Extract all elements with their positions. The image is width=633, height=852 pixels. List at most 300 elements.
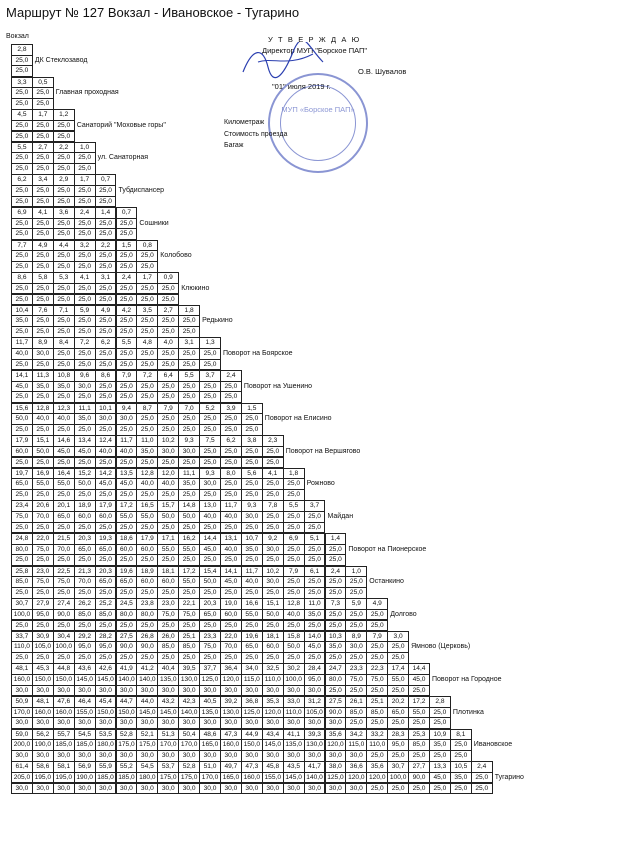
cell-bag: 25,0 [53, 131, 75, 143]
cell-bag: 25,0 [95, 391, 117, 403]
cell-km: 27,4 [53, 598, 75, 610]
cell-km: 2,2 [95, 240, 117, 252]
cell-km: 7,3 [325, 598, 347, 610]
cell-bag: 25,0 [366, 750, 388, 762]
cell-bag: 25,0 [11, 294, 33, 306]
cell-km: 22,0 [32, 533, 54, 545]
cell-fare: 40,0 [136, 478, 158, 490]
cell-fare: 25,0 [262, 478, 284, 490]
cell-km: 6,2 [95, 337, 117, 349]
cell-km: 9,3 [199, 468, 221, 480]
cell-fare: 25,0 [11, 250, 33, 262]
cell-bag: 25,0 [157, 294, 179, 306]
cell-fare: 25,0 [241, 446, 263, 458]
cell-km: 23,0 [157, 598, 179, 610]
cell-fare: 25,0 [95, 381, 117, 393]
cell-bag: 25,0 [32, 522, 54, 534]
cell-km: 17,2 [178, 566, 200, 578]
cell-bag: 25,0 [136, 457, 158, 469]
stop-name: Майдан [327, 513, 354, 521]
cell-bag: 25,0 [345, 717, 367, 729]
cell-fare: 65,0 [199, 609, 221, 621]
cell-fare: 195,0 [53, 772, 75, 784]
cell-km: 44,0 [136, 696, 158, 708]
cell-bag: 30,0 [136, 783, 158, 795]
cell-bag: 25,0 [95, 359, 117, 371]
cell-bag: 25,0 [136, 326, 158, 338]
cell-fare: 25,0 [241, 478, 263, 490]
cell-fare: 25,0 [95, 185, 117, 197]
cell-bag: 25,0 [178, 457, 200, 469]
cell-km: 10,9 [429, 729, 451, 741]
cell-fare: 25,0 [95, 218, 117, 230]
cell-km: 29,2 [74, 631, 96, 643]
cell-fare: 40,0 [116, 446, 138, 458]
cell-bag: 25,0 [304, 522, 326, 534]
cell-fare: 25,0 [199, 446, 221, 458]
cell-fare: 35,0 [429, 739, 451, 751]
cell-fare: 85,0 [11, 576, 33, 588]
cell-km: 53,7 [157, 761, 179, 773]
cell-bag: 30,0 [178, 750, 200, 762]
cell-fare: 55,0 [136, 511, 158, 523]
cell-bag: 30,0 [325, 783, 347, 795]
cell-bag: 30,0 [74, 685, 96, 697]
stop-name: Поворот на Ушенино [243, 382, 313, 390]
cell-fare: 25,0 [95, 348, 117, 360]
cell-bag: 30,0 [157, 750, 179, 762]
cell-bag: 30,0 [136, 750, 158, 762]
stop-name: Поворот на Елисино [264, 415, 332, 423]
cell-bag: 25,0 [199, 620, 221, 632]
cell-fare: 145,0 [74, 674, 96, 686]
cell-km: 3,8 [241, 435, 263, 447]
cell-fare: 25,0 [178, 315, 200, 327]
cell-fare: 45,0 [220, 576, 242, 588]
cell-bag: 25,0 [53, 620, 75, 632]
cell-fare: 55,0 [116, 511, 138, 523]
cell-bag: 25,0 [199, 391, 221, 403]
cell-km: 39,5 [178, 663, 200, 675]
cell-bag: 25,0 [116, 294, 138, 306]
cell-fare: 30,0 [95, 413, 117, 425]
cell-km: 10,7 [241, 533, 263, 545]
cell-fare: 65,0 [241, 641, 263, 653]
cell-fare: 125,0 [325, 772, 347, 784]
cell-bag: 25,0 [366, 717, 388, 729]
cell-bag: 30,0 [53, 685, 75, 697]
cell-km: 48,1 [11, 663, 33, 675]
cell-km: 2,3 [262, 435, 284, 447]
cell-bag: 25,0 [220, 554, 242, 566]
cell-km: 14,4 [408, 663, 430, 675]
cell-km: 18,1 [157, 566, 179, 578]
cell-bag: 25,0 [136, 554, 158, 566]
cell-km: 10,5 [450, 761, 472, 773]
cell-fare: 25,0 [53, 120, 75, 132]
cell-km: 11,1 [74, 403, 96, 415]
cell-bag: 30,0 [116, 750, 138, 762]
cell-fare: 25,0 [53, 218, 75, 230]
cell-km: 26,1 [345, 696, 367, 708]
cell-fare: 25,0 [53, 315, 75, 327]
cell-fare: 135,0 [157, 674, 179, 686]
cell-fare: 60,0 [116, 544, 138, 556]
cell-bag: 25,0 [241, 587, 263, 599]
cell-fare: 30,0 [262, 544, 284, 556]
cell-km: 47,6 [53, 696, 75, 708]
stop-name: Главная проходная [55, 89, 119, 97]
cell-bag: 30,0 [262, 750, 284, 762]
cell-km: 22,0 [220, 631, 242, 643]
cell-km: 11,7 [11, 337, 33, 349]
cell-km: 54,5 [136, 761, 158, 773]
cell-fare: 25,0 [136, 381, 158, 393]
cell-bag: 25,0 [199, 587, 221, 599]
cell-fare: 45,0 [53, 446, 75, 458]
cell-bag: 30,0 [178, 783, 200, 795]
cell-fare: 45,0 [408, 674, 430, 686]
cell-bag: 30,0 [199, 783, 221, 795]
cell-km: 4,5 [11, 109, 33, 121]
stop-name: Останкино [369, 578, 404, 586]
cell-km: 17,4 [387, 663, 409, 675]
cell-bag: 25,0 [262, 457, 284, 469]
cell-bag: 25,0 [220, 489, 242, 501]
cell-km: 1,4 [325, 533, 347, 545]
cell-km: 59,0 [11, 729, 33, 741]
cell-fare: 145,0 [262, 739, 284, 751]
cell-km: 39,3 [304, 729, 326, 741]
cell-bag: 25,0 [32, 196, 54, 208]
cell-km: 13,1 [220, 533, 242, 545]
cell-fare: 155,0 [74, 707, 96, 719]
cell-bag: 25,0 [11, 457, 33, 469]
cell-bag: 30,0 [262, 783, 284, 795]
cell-fare: 40,0 [11, 348, 33, 360]
cell-bag: 30,0 [11, 783, 33, 795]
cell-km: 2,7 [157, 305, 179, 317]
cell-km: 61,4 [11, 761, 33, 773]
cell-bag: 25,0 [116, 359, 138, 371]
cell-fare: 80,0 [116, 609, 138, 621]
cell-bag: 25,0 [471, 783, 493, 795]
cell-bag: 25,0 [325, 620, 347, 632]
cell-bag: 25,0 [241, 522, 263, 534]
cell-bag: 25,0 [53, 326, 75, 338]
cell-fare: 180,0 [136, 772, 158, 784]
cell-km: 6,1 [304, 566, 326, 578]
cell-fare: 35,0 [74, 413, 96, 425]
cell-km: 12,8 [136, 468, 158, 480]
cell-fare: 60,0 [74, 511, 96, 523]
cell-km: 20,3 [199, 598, 221, 610]
cell-fare: 25,0 [325, 544, 347, 556]
cell-fare: 50,0 [11, 413, 33, 425]
cell-km: 28,4 [304, 663, 326, 675]
cell-bag: 25,0 [11, 489, 33, 501]
cell-bag: 25,0 [11, 261, 33, 273]
cell-fare: 55,0 [178, 576, 200, 588]
cell-fare: 45,0 [11, 381, 33, 393]
cell-fare: 25,0 [262, 511, 284, 523]
cell-bag: 25,0 [262, 489, 284, 501]
cell-fare: 25,0 [283, 511, 305, 523]
legend-fare: Стоимость проезда [224, 130, 288, 138]
cell-fare: 25,0 [157, 348, 179, 360]
cell-fare: 90,0 [136, 641, 158, 653]
cell-fare: 85,0 [408, 739, 430, 751]
cell-fare: 145,0 [157, 707, 179, 719]
cell-fare: 25,0 [74, 348, 96, 360]
cell-km: 15,1 [262, 598, 284, 610]
cell-fare: 25,0 [136, 283, 158, 295]
stop-name: Поворот на Пионерское [348, 545, 427, 553]
cell-bag: 25,0 [157, 391, 179, 403]
cell-fare: 25,0 [53, 250, 75, 262]
cell-fare: 25,0 [325, 609, 347, 621]
cell-km: 11,7 [116, 435, 138, 447]
cell-fare: 25,0 [95, 250, 117, 262]
cell-km: 8,1 [450, 729, 472, 741]
cell-km: 18,1 [262, 631, 284, 643]
cell-fare: 25,0 [220, 478, 242, 490]
cell-km: 58,6 [32, 761, 54, 773]
cell-km: 10,1 [95, 403, 117, 415]
cell-bag: 25,0 [345, 652, 367, 664]
cell-fare: 95,0 [387, 739, 409, 751]
cell-bag: 25,0 [74, 294, 96, 306]
cell-km: 17,2 [116, 500, 138, 512]
stop-name: Поворот на Городное [432, 676, 502, 684]
stop-name: ул. Санаторная [97, 154, 149, 162]
cell-km: 7,5 [199, 435, 221, 447]
cell-fare: 75,0 [157, 609, 179, 621]
cell-fare: 150,0 [116, 707, 138, 719]
stop-name: Редькино [202, 317, 233, 325]
cell-km: 7,2 [136, 370, 158, 382]
cell-fare: 135,0 [283, 739, 305, 751]
cell-bag: 25,0 [32, 554, 54, 566]
cell-bag: 25,0 [74, 457, 96, 469]
cell-fare: 25,0 [53, 283, 75, 295]
cell-fare: 75,0 [345, 674, 367, 686]
approval-position: Директор МУП "Борское ПАП" [262, 46, 368, 55]
cell-bag: 30,0 [95, 750, 117, 762]
cell-bag: 25,0 [95, 424, 117, 436]
cell-km: 54,5 [74, 729, 96, 741]
cell-bag: 25,0 [178, 391, 200, 403]
cell-km: 11,7 [241, 566, 263, 578]
cell-km: 18,9 [74, 500, 96, 512]
cell-km: 33,0 [283, 696, 305, 708]
cell-fare: 75,0 [53, 576, 75, 588]
cell-bag: 25,0 [199, 652, 221, 664]
cell-bag: 25,0 [241, 554, 263, 566]
cell-bag: 25,0 [53, 163, 75, 175]
cell-km: 45,8 [262, 761, 284, 773]
cell-km: 36,6 [345, 761, 367, 773]
cell-bag: 25,0 [116, 261, 138, 273]
cell-km: 25,1 [178, 631, 200, 643]
cell-fare: 25,0 [53, 152, 75, 164]
cell-fare: 145,0 [95, 674, 117, 686]
cell-km: 14,1 [11, 370, 33, 382]
cell-fare: 25,0 [95, 283, 117, 295]
cell-bag: 25,0 [199, 489, 221, 501]
cell-fare: 65,0 [95, 544, 117, 556]
cell-fare: 185,0 [95, 772, 117, 784]
stop-name: Колобово [160, 252, 192, 260]
cell-bag: 30,0 [241, 783, 263, 795]
cell-fare: 40,0 [283, 609, 305, 621]
cell-bag: 25,0 [32, 424, 54, 436]
cell-fare: 90,0 [53, 609, 75, 621]
legend-km: Километраж [224, 119, 265, 126]
cell-fare: 175,0 [136, 739, 158, 751]
cell-bag: 25,0 [53, 359, 75, 371]
cell-fare: 35,0 [32, 381, 54, 393]
cell-fare: 25,0 [429, 707, 451, 719]
cell-bag: 25,0 [283, 554, 305, 566]
cell-bag: 30,0 [32, 750, 54, 762]
cell-fare: 80,0 [11, 544, 33, 556]
cell-km: 23,4 [11, 500, 33, 512]
cell-km: 7,0 [178, 403, 200, 415]
cell-bag: 25,0 [136, 391, 158, 403]
cell-fare: 165,0 [220, 772, 242, 784]
cell-fare: 30,0 [241, 511, 263, 523]
cell-km: 1,5 [116, 240, 138, 252]
cell-bag: 25,0 [199, 554, 221, 566]
cell-bag: 25,0 [199, 522, 221, 534]
cell-bag: 25,0 [95, 196, 117, 208]
cell-km: 5,5 [116, 337, 138, 349]
cell-fare: 80,0 [136, 609, 158, 621]
cell-fare: 60,0 [136, 544, 158, 556]
cell-bag: 25,0 [53, 294, 75, 306]
cell-km: 44,8 [53, 663, 75, 675]
cell-km: 2,4 [325, 566, 347, 578]
cell-fare: 25,0 [74, 152, 96, 164]
cell-km: 1,0 [74, 142, 96, 154]
cell-bag: 25,0 [11, 326, 33, 338]
cell-km: 35,6 [366, 761, 388, 773]
cell-fare: 25,0 [116, 348, 138, 360]
cell-fare: 170,0 [199, 772, 221, 784]
cell-bag: 30,0 [241, 717, 263, 729]
cell-bag: 30,0 [241, 685, 263, 697]
cell-bag: 25,0 [32, 228, 54, 240]
cell-fare: 25,0 [304, 576, 326, 588]
cell-bag: 25,0 [408, 685, 430, 697]
cell-fare: 150,0 [53, 674, 75, 686]
cell-km: 26,2 [74, 598, 96, 610]
cell-bag: 25,0 [387, 652, 409, 664]
cell-km: 43,6 [74, 663, 96, 675]
cell-km: 7,9 [283, 566, 305, 578]
cell-fare: 25,0 [32, 185, 54, 197]
cell-bag: 30,0 [95, 717, 117, 729]
cell-fare: 35,0 [325, 641, 347, 653]
cell-bag: 30,0 [157, 783, 179, 795]
cell-km: 25,1 [366, 696, 388, 708]
cell-bag: 25,0 [199, 359, 221, 371]
cell-fare: 175,0 [116, 739, 138, 751]
cell-km: 45,4 [95, 696, 117, 708]
cell-fare: 25,0 [283, 478, 305, 490]
cell-bag: 25,0 [116, 228, 138, 240]
cell-bag: 30,0 [283, 685, 305, 697]
cell-bag: 30,0 [220, 685, 242, 697]
cell-km: 44,7 [116, 696, 138, 708]
cell-bag: 25,0 [304, 554, 326, 566]
cell-fare: 25,0 [74, 250, 96, 262]
cell-fare: 100,0 [53, 641, 75, 653]
cell-fare: 40,0 [241, 576, 263, 588]
cell-km: 23,3 [345, 663, 367, 675]
cell-bag: 30,0 [74, 717, 96, 729]
cell-bag: 25,0 [95, 228, 117, 240]
cell-km: 15,1 [32, 435, 54, 447]
cell-fare: 25,0 [95, 315, 117, 327]
cell-km: 0,5 [32, 77, 54, 89]
cell-bag: 25,0 [178, 652, 200, 664]
cell-km: 56,9 [74, 761, 96, 773]
cell-km: 14,6 [53, 435, 75, 447]
cell-fare: 55,0 [387, 674, 409, 686]
cell-bag: 25,0 [53, 522, 75, 534]
cell-fare: 25,0 [136, 348, 158, 360]
cell-bag: 25,0 [304, 652, 326, 664]
cell-km: 6,2 [11, 174, 33, 186]
cell-fare: 25,0 [11, 152, 33, 164]
cell-fare: 25,0 [116, 218, 138, 230]
cell-km: 48,1 [32, 696, 54, 708]
cell-km: 12,8 [32, 403, 54, 415]
cell-km: 1,8 [283, 468, 305, 480]
cell-km: 34,2 [345, 729, 367, 741]
cell-km: 4,1 [32, 207, 54, 219]
cell-fare: 110,0 [366, 739, 388, 751]
cell-bag: 25,0 [366, 685, 388, 697]
cell-bag: 25,0 [387, 750, 409, 762]
cell-km: 41,7 [304, 761, 326, 773]
cell-bag: 30,0 [157, 717, 179, 729]
cell-bag: 30,0 [262, 717, 284, 729]
cell-fare: 115,0 [241, 674, 263, 686]
cell-km: 12,0 [157, 468, 179, 480]
cell-km: 16,9 [32, 468, 54, 480]
cell-km: 28,3 [387, 729, 409, 741]
cell-fare: 70,0 [220, 641, 242, 653]
cell-fare: 150,0 [95, 707, 117, 719]
cell-bag: 25,0 [366, 620, 388, 632]
cell-fare: 55,0 [157, 544, 179, 556]
cell-fare: 25,0 [11, 185, 33, 197]
cell-bag: 25,0 [136, 620, 158, 632]
cell-fare: 190,0 [32, 739, 54, 751]
cell-km: 49,7 [220, 761, 242, 773]
cell-bag: 25,0 [74, 652, 96, 664]
cell-km: 46,4 [74, 696, 96, 708]
cell-km: 10,4 [11, 305, 33, 317]
cell-km: 18,9 [136, 566, 158, 578]
cell-km: 14,1 [220, 566, 242, 578]
cell-km: 8,9 [32, 337, 54, 349]
cell-fare: 85,0 [178, 641, 200, 653]
cell-bag: 30,0 [304, 685, 326, 697]
